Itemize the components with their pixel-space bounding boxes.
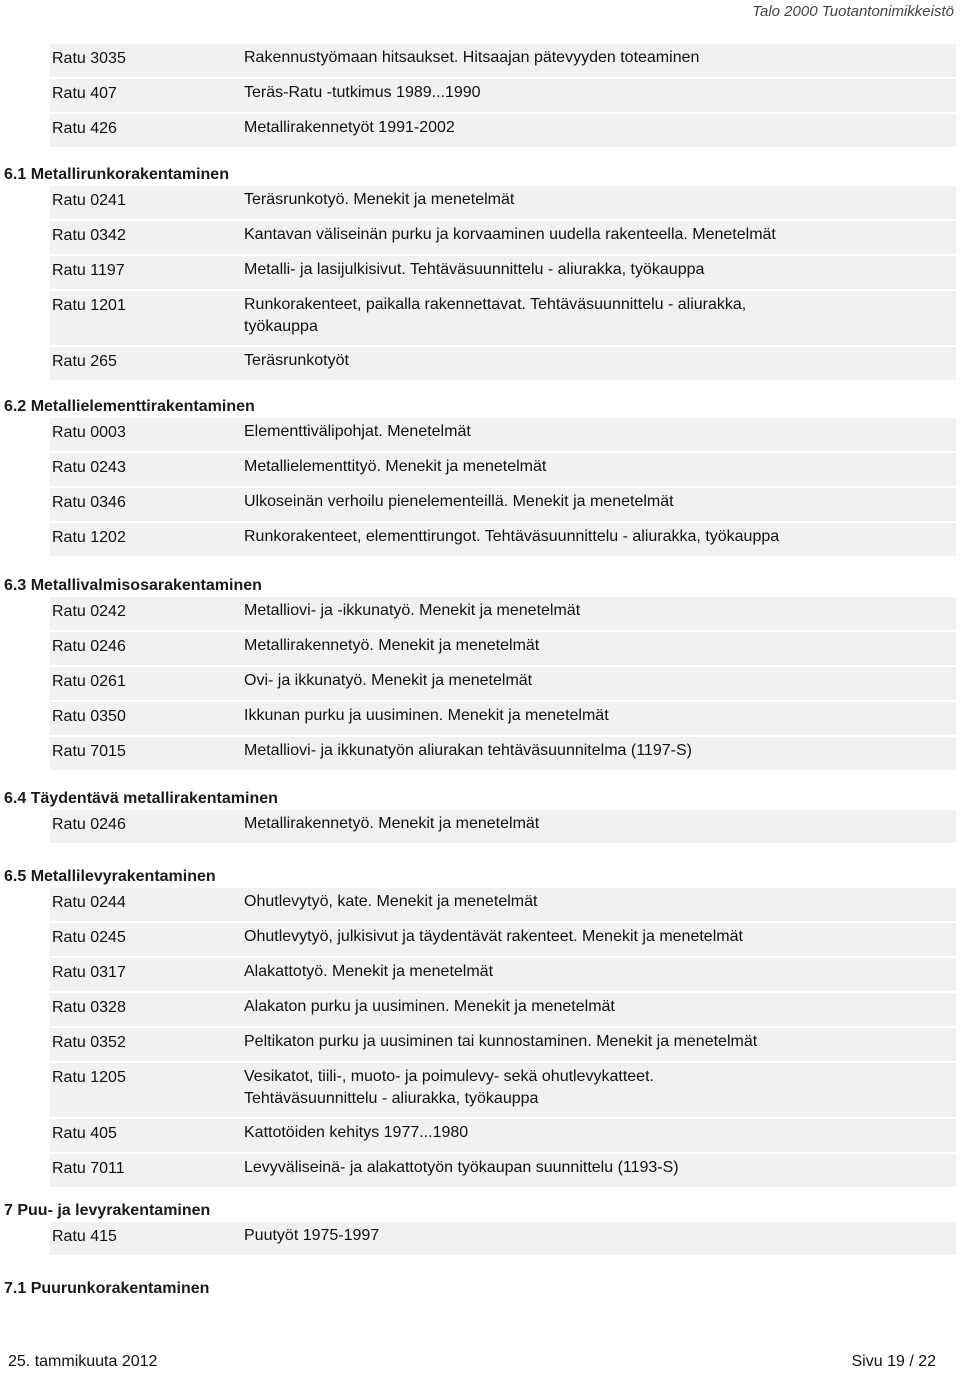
ratu-description: Ulkoseinän verhoilu pienelementeillä. Menekit ja menetelmät xyxy=(244,493,674,510)
ratu-code: Ratu 1205 xyxy=(52,1069,126,1086)
ratu-description: Teräsrunkotyö. Menekit ja menetelmät xyxy=(244,191,515,208)
section-6-4 xyxy=(0,774,960,845)
ratu-description: Metallirakennetyö. Menekit ja menetelmät xyxy=(244,815,540,832)
ratu-description: Ohutlevytyö, julkisivut ja täydentävät rakenteet. Menekit ja menetelmät xyxy=(244,928,743,945)
table-row xyxy=(50,256,956,291)
page-header-title: Talo 2000 Tuotantonimikkeistö xyxy=(752,3,954,20)
ratu-code: Ratu 0328 xyxy=(52,999,126,1016)
table-row xyxy=(50,1222,956,1257)
ratu-description: Levyväliseinä- ja alakattotyön työkaupan suunnittelu (1193-S) xyxy=(244,1159,679,1176)
section-heading: 6.4 Täydentävä metallirakentaminen xyxy=(4,790,278,807)
ratu-code: Ratu 1201 xyxy=(52,297,126,314)
ratu-description: Runkorakenteet, paikalla rakennettavat. Tehtäväsuunnittelu - aliurakka, työkauppa xyxy=(244,296,747,335)
ratu-description: Runkorakenteet, elementtirungot. Tehtäväsuunnittelu - aliurakka, työkauppa xyxy=(244,528,780,545)
section-6-2 xyxy=(0,382,960,558)
table-row xyxy=(50,1028,956,1063)
table-row xyxy=(50,488,956,523)
ratu-code: Ratu 415 xyxy=(52,1228,117,1245)
ratu-description: Metalli- ja lasijulkisivut. Tehtäväsuunnittelu - aliurakka, työkauppa xyxy=(244,261,705,278)
ratu-code: Ratu 0342 xyxy=(52,227,126,244)
ratu-description: Puutyöt 1975-1997 xyxy=(244,1227,380,1244)
ratu-description: Metallielementtityö. Menekit ja menetelmät xyxy=(244,458,547,475)
ratu-code: Ratu 407 xyxy=(52,85,117,102)
table-row xyxy=(50,114,956,149)
ratu-description: Metalliovi- ja -ikkunatyö. Menekit ja menetelmät xyxy=(244,602,581,619)
ratu-code: Ratu 0243 xyxy=(52,459,126,476)
table-row xyxy=(50,291,956,347)
ratu-code: Ratu 0261 xyxy=(52,673,126,690)
ratu-code: Ratu 7015 xyxy=(52,743,126,760)
ratu-code: Ratu 0352 xyxy=(52,1034,126,1051)
section-heading: 6.1 Metallirunkorakentaminen xyxy=(4,166,229,183)
table-row xyxy=(50,667,956,702)
table-row xyxy=(50,597,956,632)
section-table xyxy=(50,1222,956,1257)
ratu-description: Ikkunan purku ja uusiminen. Menekit ja menetelmät xyxy=(244,707,609,724)
footer-date: 25. tammikuuta 2012 xyxy=(8,1353,158,1370)
table-row xyxy=(50,702,956,737)
ratu-description: Ovi- ja ikkunatyö. Menekit ja menetelmät xyxy=(244,672,533,689)
ratu-code: Ratu 0244 xyxy=(52,894,126,911)
ratu-description: Rakennustyömaan hitsaukset. Hitsaajan pätevyyden toteaminen xyxy=(244,49,700,66)
table-row xyxy=(50,221,956,256)
ratu-description: Peltikaton purku ja uusiminen tai kunnostaminen. Menekit ja menetelmät xyxy=(244,1033,758,1050)
section-6-5 xyxy=(0,852,960,1189)
section-heading: 6.2 Metallielementtirakentaminen xyxy=(4,398,255,415)
table-row xyxy=(50,418,956,453)
ratu-code: Ratu 3035 xyxy=(52,50,126,67)
section-heading: 6.3 Metallivalmisosarakentaminen xyxy=(4,577,262,594)
section-table xyxy=(50,418,956,558)
table-row xyxy=(50,923,956,958)
ratu-description: Ohutlevytyö, kate. Menekit ja menetelmät xyxy=(244,893,538,910)
section-table xyxy=(50,810,956,845)
ratu-code: Ratu 405 xyxy=(52,1125,117,1142)
ratu-description: Teräsrunkotyöt xyxy=(244,352,349,369)
table-row xyxy=(50,810,956,845)
table-row xyxy=(50,1063,956,1119)
ratu-description: Vesikatot, tiili-, muoto- ja poimulevy- sekä ohutlevykatteet. Tehtäväsuunnittelu - aliurakka, työkauppa xyxy=(244,1068,654,1107)
ratu-code: Ratu 0241 xyxy=(52,192,126,209)
intro-table xyxy=(50,44,956,149)
ratu-description: Teräs-Ratu -tutkimus 1989...1990 xyxy=(244,84,481,101)
ratu-description: Alakaton purku ja uusiminen. Menekit ja menetelmät xyxy=(244,998,615,1015)
footer-page-number: Sivu 19 / 22 xyxy=(851,1353,936,1370)
table-row xyxy=(50,958,956,993)
table-row xyxy=(50,79,956,114)
section-heading: 6.5 Metallilevyrakentaminen xyxy=(4,868,216,885)
table-row xyxy=(50,523,956,558)
ratu-code: Ratu 0317 xyxy=(52,964,126,981)
table-row xyxy=(50,1154,956,1189)
ratu-description: Metallirakennetyöt 1991-2002 xyxy=(244,119,455,136)
ratu-description: Metalliovi- ja ikkunatyön aliurakan tehtäväsuunnitelma (1197-S) xyxy=(244,742,692,759)
section-7-1 xyxy=(0,1264,960,1300)
ratu-code: Ratu 0246 xyxy=(52,638,126,655)
table-row xyxy=(50,888,956,923)
ratu-code: Ratu 265 xyxy=(52,353,117,370)
table-row xyxy=(50,1119,956,1154)
section-table xyxy=(50,888,956,1189)
section-heading: 7.1 Puurunkorakentaminen xyxy=(4,1280,210,1297)
ratu-description: Alakattotyö. Menekit ja menetelmät xyxy=(244,963,494,980)
ratu-code: Ratu 0003 xyxy=(52,424,126,441)
table-row xyxy=(50,347,956,382)
ratu-code: Ratu 0346 xyxy=(52,494,126,511)
table-row xyxy=(50,632,956,667)
ratu-code: Ratu 426 xyxy=(52,120,117,137)
section-table xyxy=(50,597,956,772)
ratu-code: Ratu 0245 xyxy=(52,929,126,946)
ratu-description: Metallirakennetyö. Menekit ja menetelmät xyxy=(244,637,540,654)
ratu-description: Kattotöiden kehitys 1977...1980 xyxy=(244,1124,469,1141)
section-6-3 xyxy=(0,561,960,772)
ratu-code: Ratu 0246 xyxy=(52,816,126,833)
table-row xyxy=(50,993,956,1028)
ratu-code: Ratu 0350 xyxy=(52,708,126,725)
ratu-code: Ratu 0242 xyxy=(52,603,126,620)
ratu-code: Ratu 1202 xyxy=(52,529,126,546)
ratu-description: Elementtivälipohjat. Menetelmät xyxy=(244,423,471,440)
section-7 xyxy=(0,1186,960,1257)
table-row xyxy=(50,44,956,79)
table-row xyxy=(50,453,956,488)
table-row xyxy=(50,186,956,221)
ratu-description: Kantavan väliseinän purku ja korvaaminen uudella rakenteella. Menetelmät xyxy=(244,226,776,243)
intro-group xyxy=(0,44,960,149)
section-6-1 xyxy=(0,150,960,382)
ratu-code: Ratu 1197 xyxy=(52,262,125,279)
section-heading: 7 Puu- ja levyrakentaminen xyxy=(4,1202,211,1219)
ratu-code: Ratu 7011 xyxy=(52,1160,125,1177)
section-table xyxy=(50,186,956,382)
table-row xyxy=(50,737,956,772)
